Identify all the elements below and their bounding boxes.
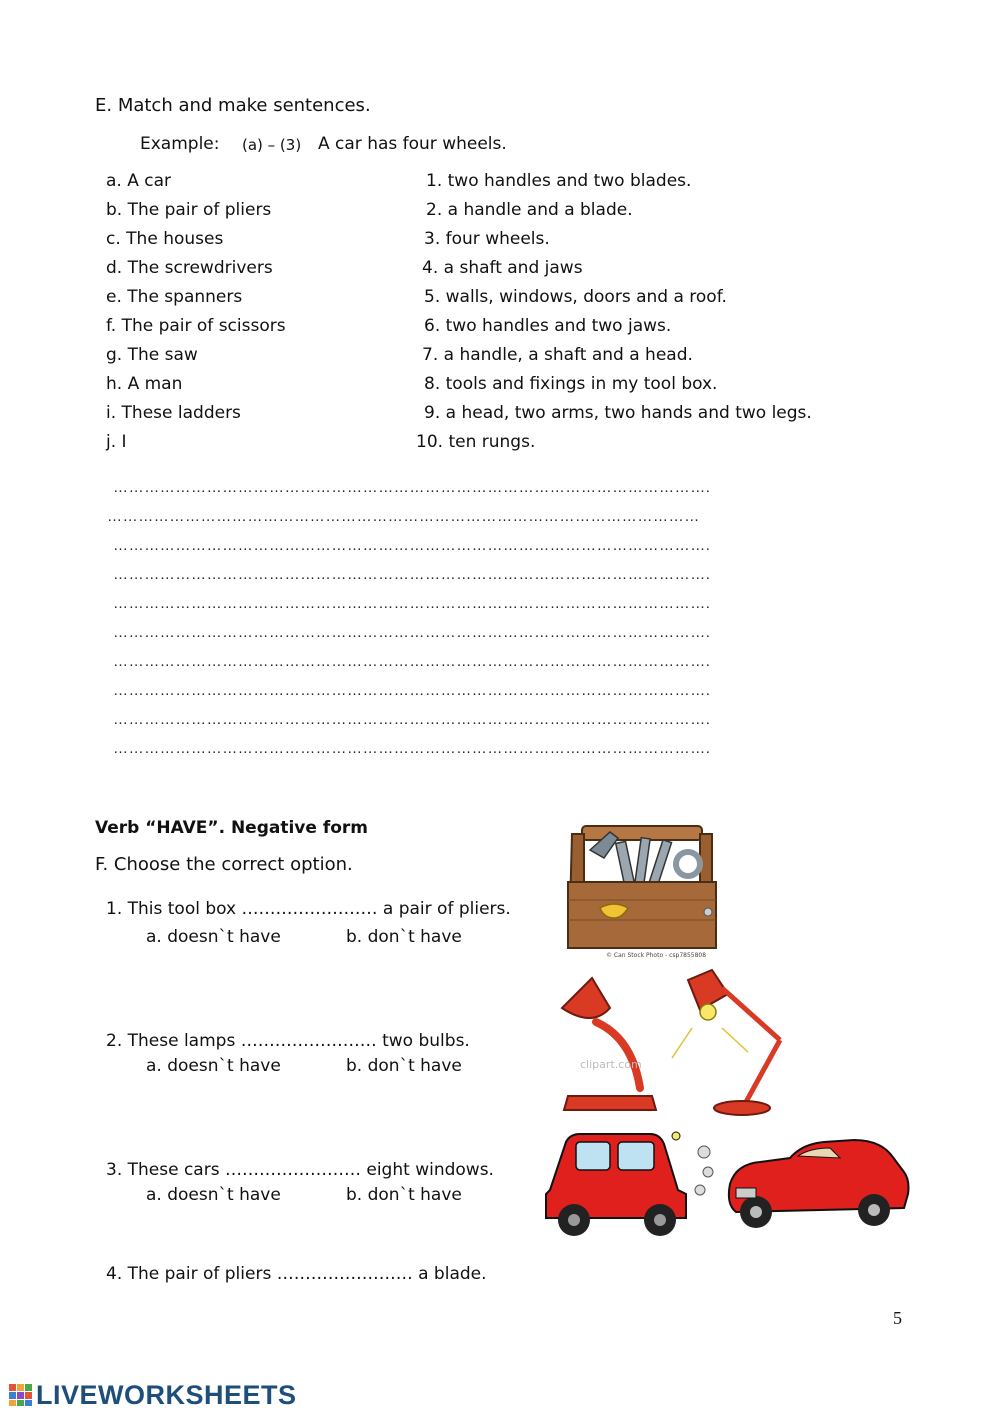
question-3-option-a[interactable]: a. doesn`t have bbox=[146, 1185, 281, 1205]
answer-line[interactable]: …………………………………………………………………………………………………… bbox=[107, 508, 700, 525]
right-item-number: 8. bbox=[424, 374, 441, 394]
right-item bbox=[422, 258, 583, 278]
example-sentence: A car has four wheels. bbox=[318, 134, 507, 154]
liveworksheets-logo-icon bbox=[8, 1383, 34, 1407]
brand-name: LIVEWORKSHEETS bbox=[36, 1379, 297, 1410]
right-item bbox=[424, 374, 717, 394]
right-item-number: 10. bbox=[416, 432, 444, 452]
left-item bbox=[106, 287, 242, 307]
example-label: Example: bbox=[140, 134, 220, 154]
lamps-watermark: clipart.com bbox=[580, 1058, 642, 1071]
left-item bbox=[106, 345, 198, 365]
answer-line[interactable]: ……………………………………………………………………………………………………. bbox=[113, 566, 711, 583]
left-item bbox=[106, 229, 223, 249]
right-item-number: 9. bbox=[424, 403, 441, 423]
left-item bbox=[106, 432, 127, 452]
question-2-text: 2. These lamps …………………… two bulbs. bbox=[106, 1031, 470, 1051]
question-2-option-b[interactable]: b. don`t have bbox=[346, 1056, 462, 1076]
answer-line[interactable]: ……………………………………………………………………………………………………. bbox=[113, 479, 711, 496]
right-item-number: 4. bbox=[422, 258, 439, 278]
right-item-text: two handles and two jaws. bbox=[445, 316, 672, 336]
right-item-number: 7. bbox=[422, 345, 439, 365]
left-item-letter: f. bbox=[106, 316, 117, 336]
right-item-text: ten rungs. bbox=[448, 432, 536, 452]
desk-lamps-icon bbox=[552, 968, 788, 1120]
answer-line[interactable]: ……………………………………………………………………………………………………. bbox=[113, 624, 711, 641]
answer-line[interactable]: ……………………………………………………………………………………………………. bbox=[113, 537, 711, 554]
question-2-option-a[interactable]: a. doesn`t have bbox=[146, 1056, 281, 1076]
left-item bbox=[106, 374, 182, 394]
left-item-letter: c. bbox=[106, 229, 121, 249]
answer-line[interactable]: ……………………………………………………………………………………………………. bbox=[113, 682, 711, 699]
left-item-text: The pair of scissors bbox=[121, 316, 286, 336]
left-item-text: A car bbox=[127, 171, 172, 191]
right-item-text: a handle and a blade. bbox=[447, 200, 633, 220]
question-1-option-b[interactable]: b. don`t have bbox=[346, 927, 462, 947]
right-item-number: 2. bbox=[426, 200, 443, 220]
right-item-text: a handle, a shaft and a head. bbox=[443, 345, 693, 365]
left-item-text: The houses bbox=[126, 229, 224, 249]
left-item-letter: g. bbox=[106, 345, 123, 365]
right-item bbox=[424, 229, 550, 249]
right-item bbox=[424, 316, 671, 336]
question-4-text: 4. The pair of pliers …………………… a blade. bbox=[106, 1264, 487, 1284]
left-item bbox=[106, 258, 273, 278]
left-item-letter: b. bbox=[106, 200, 123, 220]
answer-line[interactable]: ……………………………………………………………………………………………………. bbox=[113, 653, 711, 670]
right-item-number: 5. bbox=[424, 287, 441, 307]
right-item-number: 1. bbox=[426, 171, 443, 191]
section-f-heading: Verb “HAVE”. Negative form bbox=[95, 818, 369, 838]
left-item bbox=[106, 403, 241, 423]
question-1-option-a[interactable]: a. doesn`t have bbox=[146, 927, 281, 947]
left-item-letter: h. bbox=[106, 374, 123, 394]
right-item-text: walls, windows, doors and a roof. bbox=[445, 287, 727, 307]
toolbox-credit: © Can Stock Photo - csp7855808 bbox=[606, 952, 707, 959]
left-item-text: The screwdrivers bbox=[127, 258, 273, 278]
footer-brand[interactable] bbox=[8, 1378, 297, 1412]
left-item-letter: e. bbox=[106, 287, 122, 307]
left-item-text: I bbox=[121, 432, 127, 452]
cars-icon bbox=[540, 1128, 912, 1240]
question-3-option-b[interactable]: b. don`t have bbox=[346, 1185, 462, 1205]
left-item-text: A man bbox=[127, 374, 183, 394]
left-item-letter: j. bbox=[106, 432, 117, 452]
right-item bbox=[416, 432, 535, 452]
right-item-number: 3. bbox=[424, 229, 441, 249]
left-item-text: The spanners bbox=[127, 287, 243, 307]
left-item-letter: i. bbox=[106, 403, 117, 423]
answer-line[interactable]: ……………………………………………………………………………………………………. bbox=[113, 595, 711, 612]
left-item-text: The saw bbox=[127, 345, 198, 365]
right-item-text: tools and fixings in my tool box. bbox=[445, 374, 718, 394]
right-item-text: two handles and two blades. bbox=[447, 171, 692, 191]
right-item bbox=[426, 200, 633, 220]
right-item-number: 6. bbox=[424, 316, 441, 336]
right-item bbox=[426, 171, 691, 191]
section-e-title: E. Match and make sentences. bbox=[95, 95, 371, 116]
example-pair: (a) – (3) bbox=[242, 136, 302, 154]
right-item bbox=[424, 403, 812, 423]
toolbox-icon bbox=[560, 820, 730, 962]
left-item bbox=[106, 171, 171, 191]
question-3-text: 3. These cars …………………… eight windows. bbox=[106, 1160, 494, 1180]
answer-line[interactable]: ……………………………………………………………………………………………………. bbox=[113, 711, 711, 728]
right-item-text: four wheels. bbox=[445, 229, 550, 249]
left-item-text: These ladders bbox=[121, 403, 241, 423]
answer-line[interactable]: ……………………………………………………………………………………………………. bbox=[113, 740, 711, 757]
left-item-text: The pair of pliers bbox=[127, 200, 272, 220]
right-item bbox=[424, 287, 727, 307]
right-item-text: a shaft and jaws bbox=[443, 258, 583, 278]
question-1-text: 1. This tool box …………………… a pair of pliers. bbox=[106, 899, 511, 919]
left-item-letter: a. bbox=[106, 171, 122, 191]
left-item bbox=[106, 316, 286, 336]
right-item-text: a head, two arms, two hands and two legs. bbox=[445, 403, 812, 423]
section-f-title: F. Choose the correct option. bbox=[95, 854, 353, 875]
right-item bbox=[422, 345, 693, 365]
left-item-letter: d. bbox=[106, 258, 123, 278]
left-item bbox=[106, 200, 271, 220]
page-number: 5 bbox=[893, 1308, 902, 1328]
